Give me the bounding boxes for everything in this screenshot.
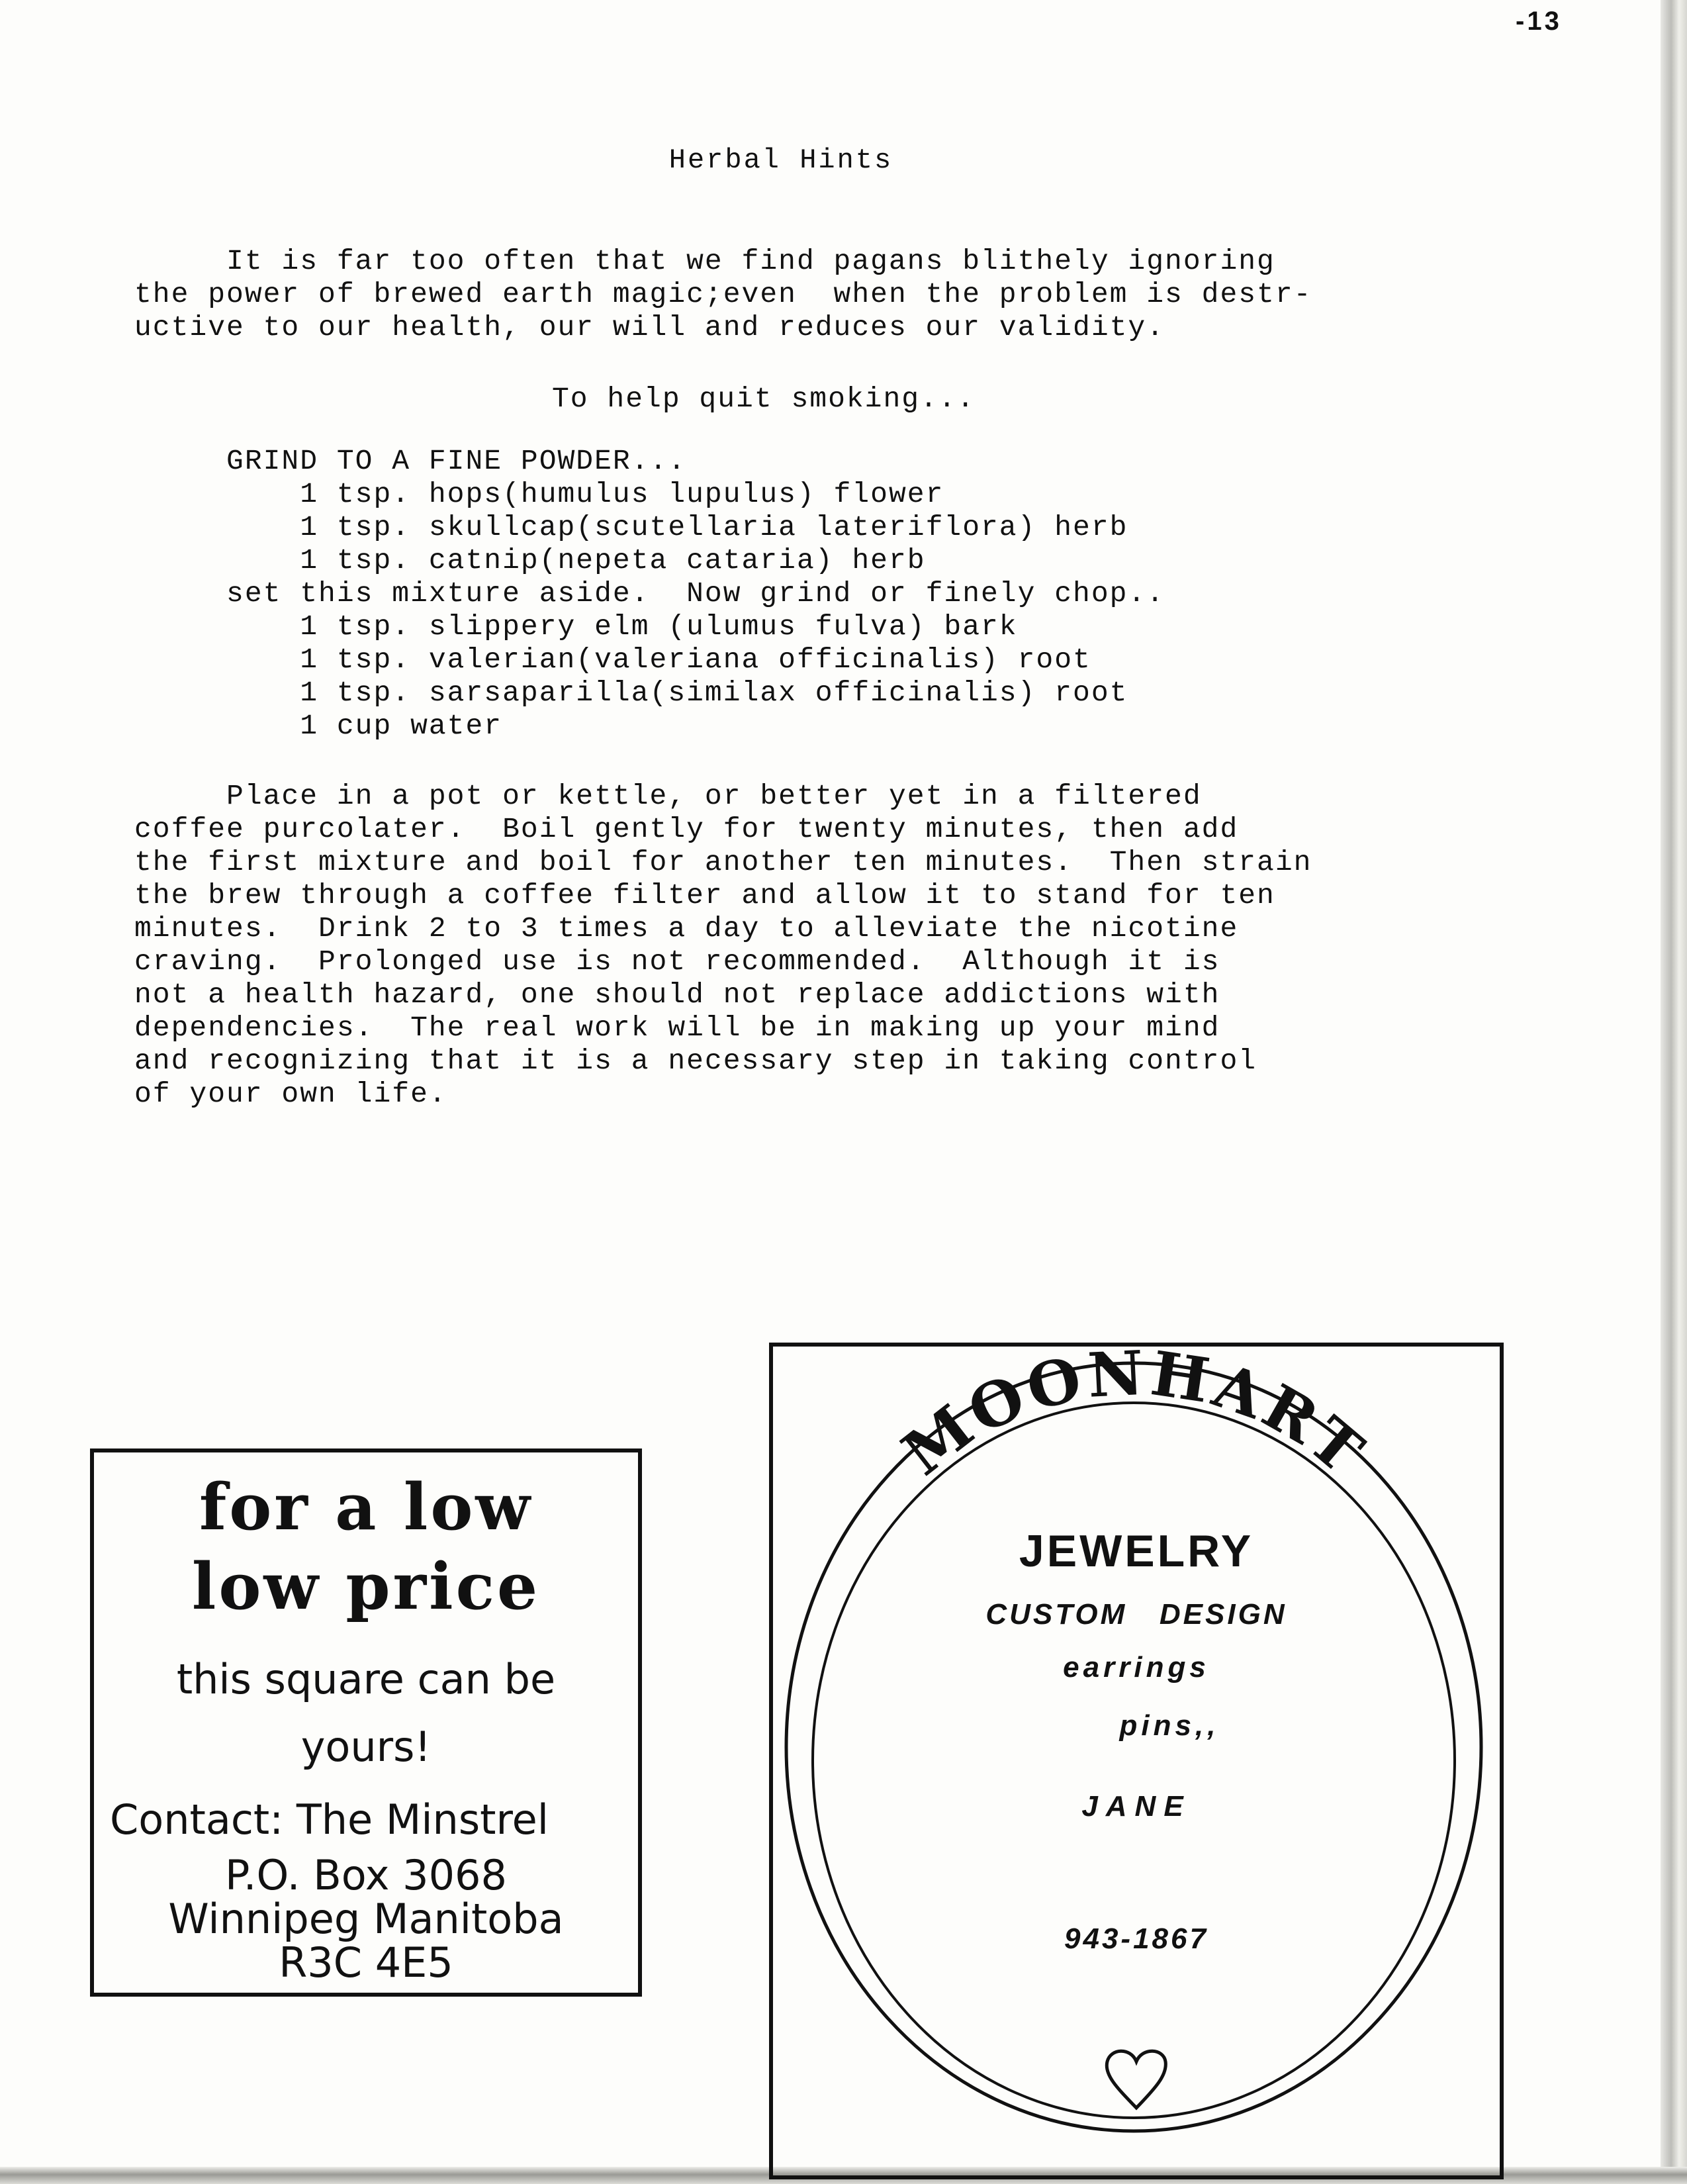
- ad-name: JANE: [1081, 1790, 1191, 1823]
- recipe-line: 1 cup water: [134, 710, 503, 742]
- intro-line: uctive to our health, our will and reduces our validity.: [134, 311, 1165, 344]
- instruction-line: not a health hazard, one should not replace addictions with: [134, 978, 1220, 1011]
- recipe-line: 1 tsp. valerian(valeriana officinalis) root: [134, 643, 1091, 676]
- instruction-line: minutes. Drink 2 to 3 times a day to alleviate the nicotine: [134, 912, 1239, 945]
- recipe-line: GRIND TO A FINE POWDER...: [134, 445, 687, 477]
- recipe-line: 1 tsp. catnip(nepeta cataria) herb: [134, 544, 926, 577]
- ad-item: earrings: [1063, 1651, 1210, 1684]
- ad-low-price: [90, 1448, 642, 1997]
- instruction-line: the first mixture and boil for another ten minutes. Then strain: [134, 846, 1312, 878]
- ad-headline: JEWELRY: [1019, 1526, 1254, 1576]
- instruction-line: coffee purcolater. Boil gently for twenty minutes, then add: [134, 813, 1239, 845]
- ad-headline: low price: [191, 1549, 541, 1624]
- instruction-line: the brew through a coffee filter and allow it to stand for ten: [134, 879, 1275, 912]
- ad-address: Winnipeg Manitoba: [168, 1895, 564, 1943]
- ad-tagline: CUSTOM DESIGN: [985, 1598, 1287, 1631]
- ad-text: this square can be: [176, 1655, 556, 1703]
- recipe-subtitle: To help quit smoking...: [552, 383, 976, 415]
- intro-line: It is far too often that we find pagans blithely ignoring: [134, 245, 1275, 277]
- article-title: Herbal Hints: [668, 144, 893, 176]
- recipe-line: 1 tsp. slippery elm (ulumus fulva) bark: [134, 610, 1018, 643]
- recipe-line: 1 tsp. sarsaparilla(similax officinalis) root: [134, 677, 1128, 709]
- recipe-line: 1 tsp. skullcap(scutellaria lateriflora) herb: [134, 511, 1128, 544]
- brand-logo: [889, 1347, 1379, 1490]
- intro-line: the power of brewed earth magic;even when the problem is destr-: [134, 278, 1312, 310]
- brand-logo-text: MOONHART: [889, 1347, 1379, 1490]
- ad-phone: 943-1867: [1064, 1923, 1208, 1955]
- instruction-line: craving. Prolonged use is not recommended. Although it is: [134, 945, 1220, 978]
- page-number: -13: [1516, 7, 1562, 36]
- instruction-line: dependencies. The real work will be in making up your mind: [134, 1012, 1220, 1044]
- page-edge-right: [1661, 0, 1687, 2184]
- instruction-line: of your own life.: [134, 1078, 447, 1110]
- ad-contact: Contact: The Minstrel: [110, 1795, 549, 1844]
- ad-circle-frame: [773, 1347, 1500, 2175]
- ad-item: pins,,: [1119, 1709, 1220, 1742]
- ad-moonhart-jewelry: [769, 1343, 1504, 2179]
- ad-headline: for a low: [199, 1470, 533, 1544]
- recipe-line: 1 tsp. hops(humulus lupulus) flower: [134, 478, 944, 510]
- recipe-line: set this mixture aside. Now grind or finely chop..: [134, 577, 1165, 610]
- ad-address: P.O. Box 3068: [225, 1851, 507, 1899]
- heart-icon: [1107, 2051, 1165, 2108]
- ad-address: R3C 4E5: [279, 1938, 453, 1987]
- instruction-line: Place in a pot or kettle, or better yet in a filtered: [134, 780, 1202, 812]
- ad-text: yours!: [300, 1723, 432, 1771]
- instruction-line: and recognizing that it is a necessary step in taking control: [134, 1045, 1257, 1077]
